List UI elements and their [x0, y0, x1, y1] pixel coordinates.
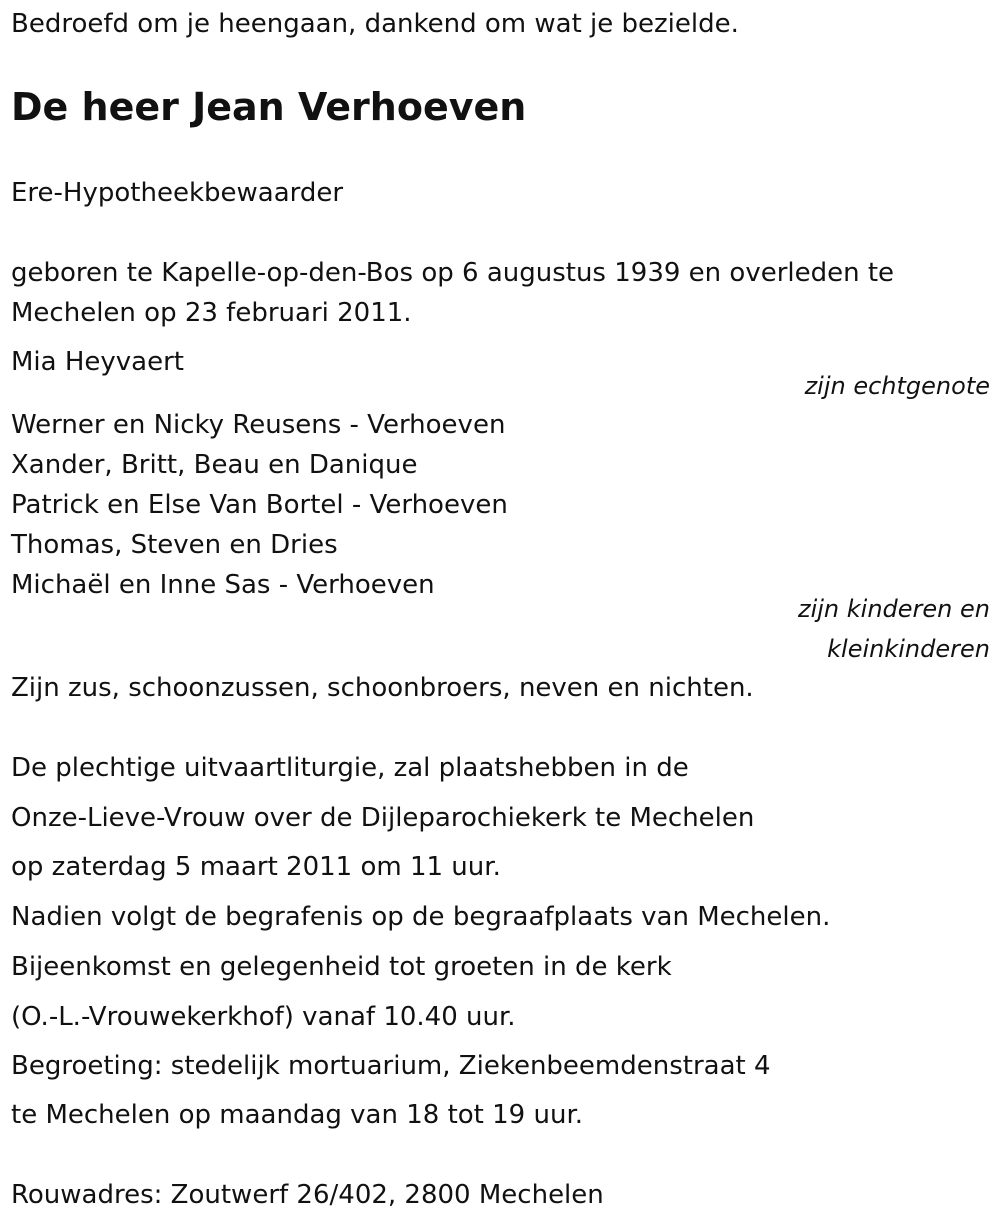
ceremony-line: Begroeting: stedelijk mortuarium, Ziekenbeemdenstraat 4: [11, 1051, 771, 1081]
ceremony-line: (O.-L.-Vrouwekerkhof) vanaf 10.40 uur.: [11, 1002, 516, 1032]
relatives-line: Zijn zus, schoonzussen, schoonbroers, neven en nichten.: [11, 673, 754, 703]
ceremony-line: op zaterdag 5 maart 2011 om 11 uur.: [11, 852, 501, 882]
ceremony-line: Nadien volgt de begrafenis op de begraafplaats van Mechelen.: [11, 902, 831, 932]
opening-line: Bedroefd om je heengaan, dankend om wat je bezielde.: [11, 9, 739, 39]
ceremony-line: Onze-Lieve-Vrouw over de Dijleparochiekerk te Mechelen: [11, 803, 755, 833]
birth-death-line-2: Mechelen op 23 februari 2011.: [11, 298, 412, 328]
mourning-address: Rouwadres: Zoutwerf 26/402, 2800 Mechelen: [11, 1180, 604, 1210]
children-relation-line-2: kleinkinderen: [827, 635, 990, 663]
children-line: Patrick en Else Van Bortel - Verhoeven: [11, 490, 508, 520]
spouse-name: Mia Heyvaert: [11, 347, 184, 377]
children-relation-line-1: zijn kinderen en: [798, 595, 990, 623]
children-line: Thomas, Steven en Dries: [11, 530, 338, 560]
children-line: Michaël en Inne Sas - Verhoeven: [11, 570, 435, 600]
deceased-name: De heer Jean Verhoeven: [11, 85, 527, 129]
birth-death-line-1: geboren te Kapelle-op-den-Bos op 6 augustus 1939 en overleden te: [11, 258, 895, 288]
spouse-relation: zijn echtgenote: [804, 372, 990, 400]
deceased-title: Ere-Hypotheekbewaarder: [11, 178, 344, 208]
children-line: Xander, Britt, Beau en Danique: [11, 450, 418, 480]
ceremony-line: te Mechelen op maandag van 18 tot 19 uur.: [11, 1100, 584, 1130]
children-line: Werner en Nicky Reusens - Verhoeven: [11, 410, 506, 440]
ceremony-line: De plechtige uitvaartliturgie, zal plaatshebben in de: [11, 753, 689, 783]
ceremony-line: Bijeenkomst en gelegenheid tot groeten in de kerk: [11, 952, 672, 982]
